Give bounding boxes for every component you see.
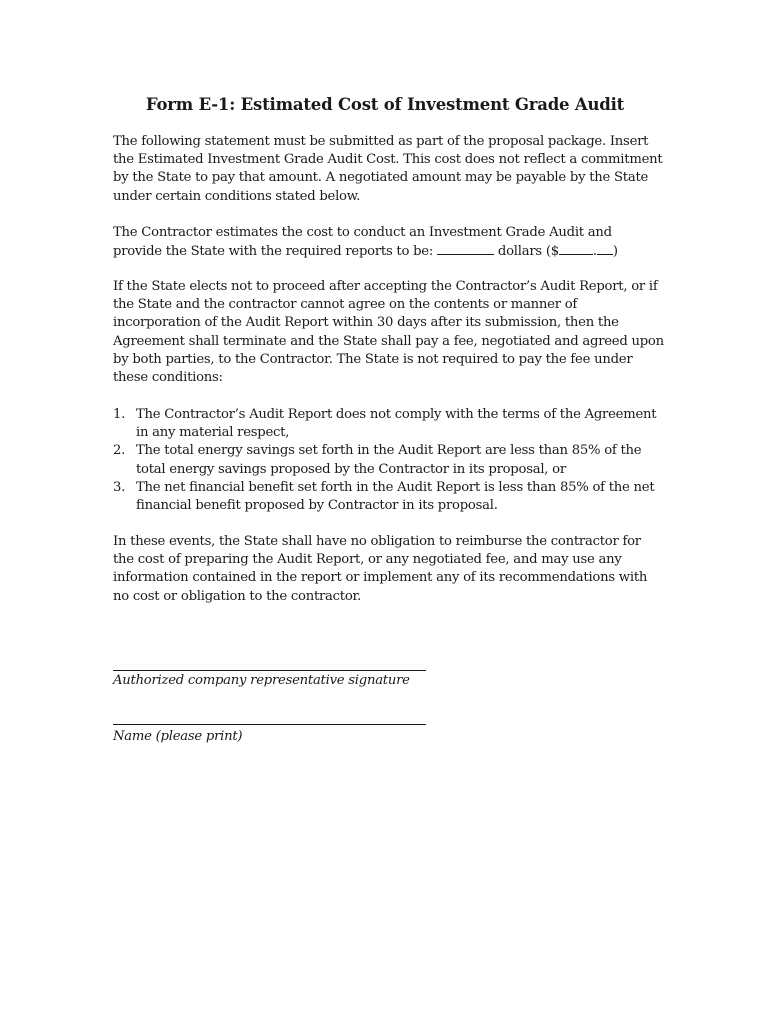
- list-item-line: The total energy savings set forth in the Audit Report are less than 85% of the: [136, 443, 642, 459]
- conditions-intro-line: by both parties, to the Contractor. The State is not required to pay the fee under: [113, 351, 633, 367]
- list-item-line: in any material respect,: [136, 425, 290, 441]
- list-item-number: 3.: [113, 479, 126, 495]
- list-item-number: 1.: [113, 407, 126, 422]
- dollar-amount-blank[interactable]: [559, 242, 593, 255]
- name-label: Name (please print): [113, 729, 243, 744]
- closing-line: information contained in the report or implement any of its recommendations with: [113, 570, 648, 586]
- estimate-line-with-blanks: [113, 242, 673, 261]
- list-item-number: 2.: [113, 443, 126, 459]
- estimate-prefix: provide the State with the required reports to be:: [113, 244, 437, 260]
- estimate-line: The Contractor estimates the cost to conduct an Investment Grade Audit and: [113, 225, 612, 240]
- close-paren: ): [612, 244, 618, 260]
- cents-blank[interactable]: [597, 242, 613, 255]
- estimate-words-blank[interactable]: [437, 242, 494, 255]
- intro-line: under certain conditions stated below.: [113, 188, 361, 204]
- list-item-line: The Contractor’s Audit Report does not comply with the terms of the Agreement: [136, 407, 657, 422]
- closing-line: no cost or obligation to the contractor.: [113, 588, 362, 604]
- signature-label: Authorized company representative signature: [113, 673, 410, 688]
- intro-line: by the State to pay that amount. A negotiated amount may be payable by the State: [113, 170, 649, 186]
- signature-line[interactable]: [113, 670, 426, 671]
- intro-line: the Estimated Investment Grade Audit Cost. This cost does not reflect a commitment: [113, 152, 663, 168]
- intro-paragraph: [113, 133, 673, 206]
- list-item-line: financial benefit proposed by Contractor in its proposal.: [136, 498, 498, 514]
- closing-line: In these events, the State shall have no obligation to reimburse the contractor for: [113, 534, 641, 549]
- list-item: [113, 479, 673, 515]
- form-title: Form E-1: Estimated Cost of Investment Grade Audit: [145, 95, 625, 114]
- name-line[interactable]: [113, 724, 426, 725]
- list-item-line: The net financial benefit set forth in the Audit Report is less than 85% of the net: [136, 479, 655, 495]
- conditions-intro-paragraph: [113, 278, 673, 387]
- conditions-intro-line: the State and the contractor cannot agree on the contents or manner of: [113, 297, 578, 313]
- closing-line: the cost of preparing the Audit Report, or any negotiated fee, and may use any: [113, 552, 622, 568]
- conditions-intro-line: If the State elects not to proceed after accepting the Contractor’s Audit Report, or if: [113, 279, 658, 294]
- decimal-point: .: [592, 244, 597, 260]
- intro-line: The following statement must be submitted as part of the proposal package. Insert: [113, 134, 649, 149]
- conditions-intro-line: Agreement shall terminate and the State shall pay a fee, negotiated and agreed upon: [113, 333, 664, 349]
- conditions-intro-line: incorporation of the Audit Report within 30 days after its submission, then the: [113, 315, 619, 331]
- list-item: [113, 442, 673, 478]
- dollars-word: dollars ($: [493, 244, 559, 260]
- list-item-line: total energy savings proposed by the Contractor in its proposal, or: [136, 461, 566, 477]
- conditions-intro-line: these conditions:: [113, 370, 223, 386]
- conditions-list: [113, 406, 673, 515]
- estimate-paragraph: [113, 224, 673, 261]
- closing-paragraph: [113, 533, 673, 606]
- list-item: [113, 406, 673, 442]
